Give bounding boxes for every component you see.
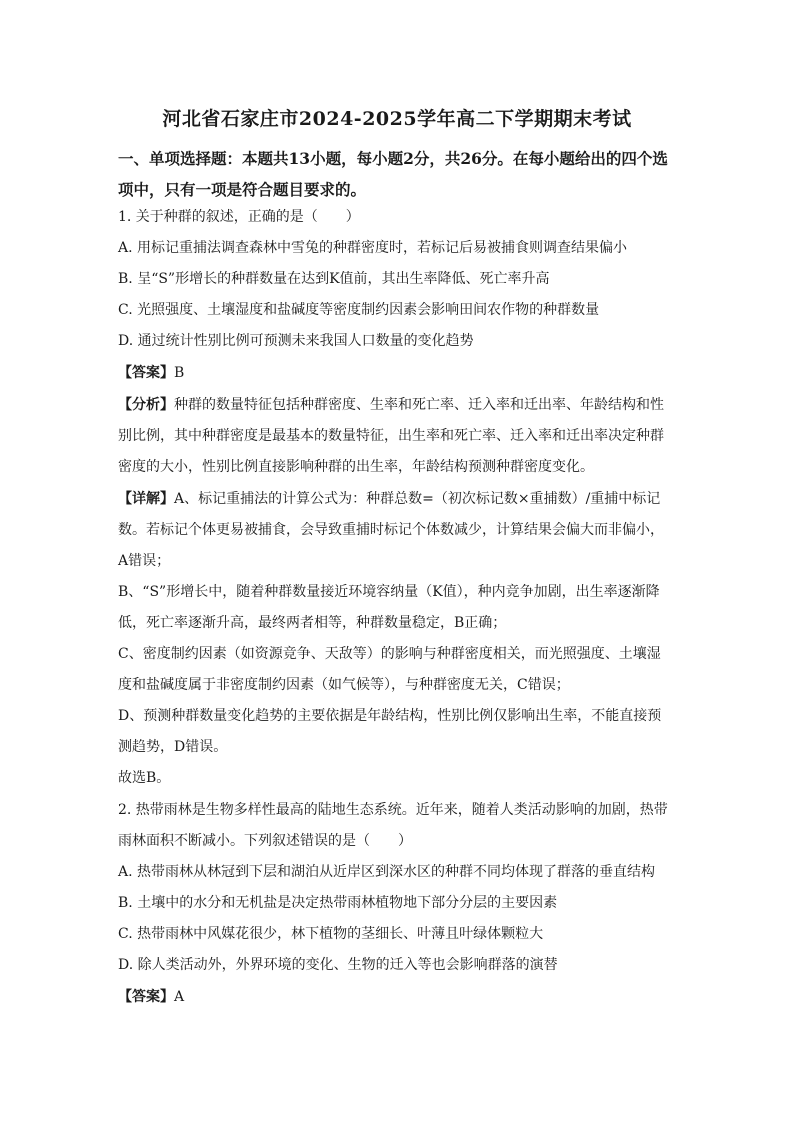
question-1-option-d: D. 通过统计性别比例可预测未来我国人口数量的变化趋势	[118, 333, 474, 349]
analysis-tag: 【分析】	[118, 397, 174, 413]
question-1-detail-line: C、密度制约因素（如资源竞争、天敌等）的影响与种群密度相关，而光照强度、土壤湿	[118, 646, 661, 662]
question-1-analysis-line	[118, 395, 664, 415]
question-1-detail-line: 低，死亡率逐渐升高，最终两者相等，种群数量稳定，B正确；	[118, 615, 507, 631]
answer-tag: 【答案】	[118, 365, 174, 381]
question-1-analysis-line: 别比例，其中种群密度是最基本的数量特征，出生率和死亡率、迁入率和迁出率决定种群	[118, 428, 664, 444]
question-1-detail-line: D、预测种群数量变化趋势的主要依据是年龄结构，性别比例仅影响出生率，不能直接预	[118, 708, 662, 724]
question-1-option-b: B. 呈“S”形增长的种群数量在达到K值前，其出生率降低、死亡率升高	[118, 271, 550, 287]
question-2-option-b: B. 土壤中的水分和无机盐是决定热带雨林植物地下部分分层的主要因素	[118, 895, 558, 911]
section-heading: 一、单项选择题：本题共13小题，每小题2分，共26分。在每小题给出的四个选项中，只有一项是符合题目要求的。	[118, 149, 668, 199]
question-2-stem-line: 雨林面积不断减小。下列叙述错误的是（ ）	[118, 833, 412, 849]
question-2-option-c: C. 热带雨林中风媒花很少，林下植物的茎细长、叶薄且叶绿体颗粒大	[118, 926, 544, 942]
question-1-detail-line: 数。若标记个体更易被捕食，会导致重捕时标记个体数减少，计算结果会偏大而非偏小，	[118, 522, 664, 538]
page-title: 河北省石家庄市2024-2025学年高二下学期期末考试	[162, 108, 632, 130]
question-2-answer	[118, 987, 184, 1007]
answer-value: A	[174, 989, 185, 1005]
question-1-detail-line: B、“S”形增长中，随着种群数量接近环境容纳量（K值），种内竞争加剧，出生率逐渐降	[118, 584, 660, 600]
detail-text: A、标记重捕法的计算公式为：种群总数=（初次标记数×重捕数）/重捕中标记	[174, 491, 661, 507]
question-1-detail-line: 度和盐碱度属于非密度制约因素（如气候等），与种群密度无关，C错误；	[118, 677, 570, 693]
question-1-analysis-line: 密度的大小，性别比例直接影响种群的出生率，年龄结构预测种群密度变化。	[118, 459, 594, 475]
question-1-detail-line	[118, 489, 660, 509]
detail-tag: 【详解】	[118, 491, 174, 507]
question-2-option-a: A. 热带雨林从林冠到下层和湖泊从近岸区到深水区的种群不同均体现了群落的垂直结构	[118, 864, 656, 880]
analysis-text: 种群的数量特征包括种群密度、生率和死亡率、迁入率和迁出率、年龄结构和性	[174, 397, 664, 413]
question-1-detail-line: A错误；	[118, 553, 171, 569]
question-1-conclusion: 故选B。	[118, 770, 171, 786]
question-1-option-a: A. 用标记重捕法调查森林中雪兔的种群密度时，若标记后易被捕食则调查结果偏小	[118, 240, 628, 256]
answer-tag: 【答案】	[118, 989, 174, 1005]
question-1-stem: 1. 关于种群的叙述，正确的是（ ）	[118, 209, 360, 225]
question-2-stem-line: 2. 热带雨林是生物多样性最高的陆地生态系统。近年来，随着人类活动影响的加剧，热带	[118, 802, 668, 818]
question-2-option-d: D. 除人类活动外，外界环境的变化、生物的迁入等也会影响群落的演替	[118, 957, 558, 973]
question-1-detail-line: 测趋势，D错误。	[118, 739, 228, 755]
question-1-answer	[118, 363, 184, 383]
answer-value: B	[174, 365, 185, 381]
question-1-option-c: C. 光照强度、土壤湿度和盐碱度等密度制约因素会影响田间农作物的种群数量	[118, 302, 600, 318]
